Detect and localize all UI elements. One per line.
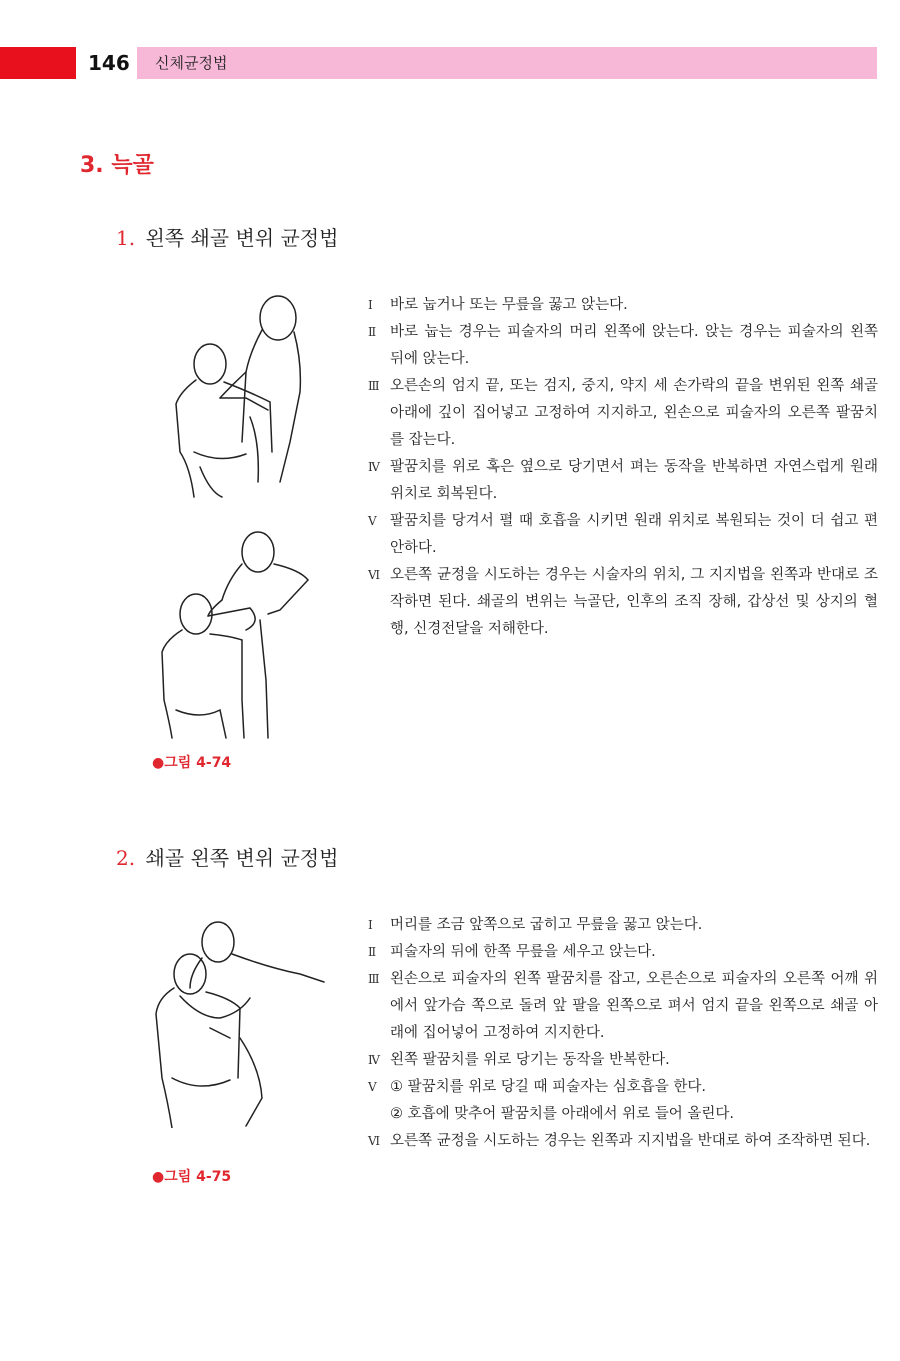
header-pink-bar <box>137 47 877 79</box>
step-numeral: Ⅳ <box>368 460 380 474</box>
step-numeral: Ⅰ <box>368 918 373 932</box>
step-numeral: Ⅵ <box>368 568 381 582</box>
step-text: 바로 눕는 경우는 피술자의 머리 왼쪽에 앉는다. 앉는 경우는 피술자의 왼쪽 뒤에 앉는다. <box>390 324 878 367</box>
step-text: 피술자의 뒤에 한쪽 무릎을 세우고 앉는다. <box>390 944 656 960</box>
figure-4-74-top-illustration <box>150 292 310 502</box>
step-3 <box>368 373 878 454</box>
step-5 <box>368 1074 878 1101</box>
step-4 <box>368 454 878 508</box>
step-numeral: Ⅱ <box>368 325 377 339</box>
figure-caption-4-75: ●그림 4-75 <box>152 1169 232 1185</box>
figure-4-74-bottom-illustration <box>150 530 310 740</box>
step-numeral: Ⅴ <box>368 1080 377 1094</box>
step-text: ① 팔꿈치를 위로 당길 때 피술자는 심호흡을 한다. <box>390 1079 707 1095</box>
section-title: 3. 늑골 <box>80 153 154 178</box>
subsection-1-steps <box>368 292 878 643</box>
step-numeral: Ⅴ <box>368 514 377 528</box>
book-title: 신체균정법 <box>155 54 228 72</box>
step-3 <box>368 966 878 1047</box>
step-numeral: Ⅲ <box>368 972 380 986</box>
subsection-1-title <box>116 222 338 251</box>
step-numeral: Ⅰ <box>368 298 373 312</box>
step-numeral: Ⅲ <box>368 379 380 393</box>
subsection-2-heading: 쇄골 왼쪽 변위 균정법 <box>145 846 339 870</box>
step-numeral: Ⅱ <box>368 945 377 959</box>
step-numeral: Ⅵ <box>368 1134 381 1148</box>
step-6 <box>368 562 878 643</box>
step-text: 오른쪽 균정을 시도하는 경우는 시술자의 위치, 그 지지법을 왼쪽과 반대로 조작하면 된다. 쇄골의 변위는 늑골단, 인후의 조직 장해, 갑상선 및 상지의 혈행, 신경전달을 저해한다. <box>390 567 878 637</box>
subsection-2-steps <box>368 912 878 1155</box>
step-text: 왼손으로 피술자의 왼쪽 팔꿈치를 잡고, 오른손으로 피술자의 오른쪽 어깨 위에서 앞가슴 쪽으로 돌려 앞 팔을 왼쪽으로 펴서 엄지 끝을 왼쪽으로 쇄골 아래에 집어넣어 고정하여 지지한다. <box>390 971 878 1041</box>
subsection-2-number: 2. <box>116 846 136 870</box>
step-2 <box>368 939 878 966</box>
step-text: 머리를 조금 앞쪽으로 굽히고 무릎을 꿇고 앉는다. <box>390 917 703 933</box>
step-text: ② 호흡에 맞추어 팔꿈치를 아래에서 위로 들어 올린다. <box>390 1106 735 1122</box>
subsection-2-title <box>116 842 338 871</box>
figure-caption-4-74: ●그림 4-74 <box>152 755 232 771</box>
figure-4-75-illustration <box>150 918 330 1128</box>
step-5 <box>368 508 878 562</box>
step-1 <box>368 912 878 939</box>
step-6 <box>368 1128 878 1155</box>
step-5-continued <box>368 1101 878 1128</box>
step-numeral <box>368 1101 390 1128</box>
step-text: 오른쪽 균정을 시도하는 경우는 왼쪽과 지지법을 반대로 하여 조작하면 된다. <box>390 1133 871 1149</box>
step-text: 오른손의 엄지 끝, 또는 검지, 중지, 약지 세 손가락의 끝을 변위된 왼쪽 쇄골 아래에 깊이 집어넣고 고정하여 지지하고, 왼손으로 피술자의 오른쪽 팔꿈치를 잡는다. <box>390 378 878 448</box>
page-number: 146 <box>88 51 130 75</box>
step-4 <box>368 1047 878 1074</box>
step-text: 팔꿈치를 위로 혹은 옆으로 당기면서 펴는 동작을 반복하면 자연스럽게 원래 위치로 회복된다. <box>390 459 878 502</box>
header-red-bar <box>0 47 76 79</box>
step-1 <box>368 292 878 319</box>
step-text: 왼쪽 팔꿈치를 위로 당기는 동작을 반복한다. <box>390 1052 670 1068</box>
step-numeral: Ⅳ <box>368 1053 380 1067</box>
step-text: 팔꿈치를 당겨서 펼 때 호흡을 시키면 원래 위치로 복원되는 것이 더 쉽고 편안하다. <box>390 513 878 556</box>
step-2 <box>368 319 878 373</box>
subsection-1-number: 1. <box>116 226 136 250</box>
subsection-1-heading: 왼쪽 쇄골 변위 균정법 <box>145 226 339 250</box>
step-text: 바로 눕거나 또는 무릎을 꿇고 앉는다. <box>390 297 628 313</box>
